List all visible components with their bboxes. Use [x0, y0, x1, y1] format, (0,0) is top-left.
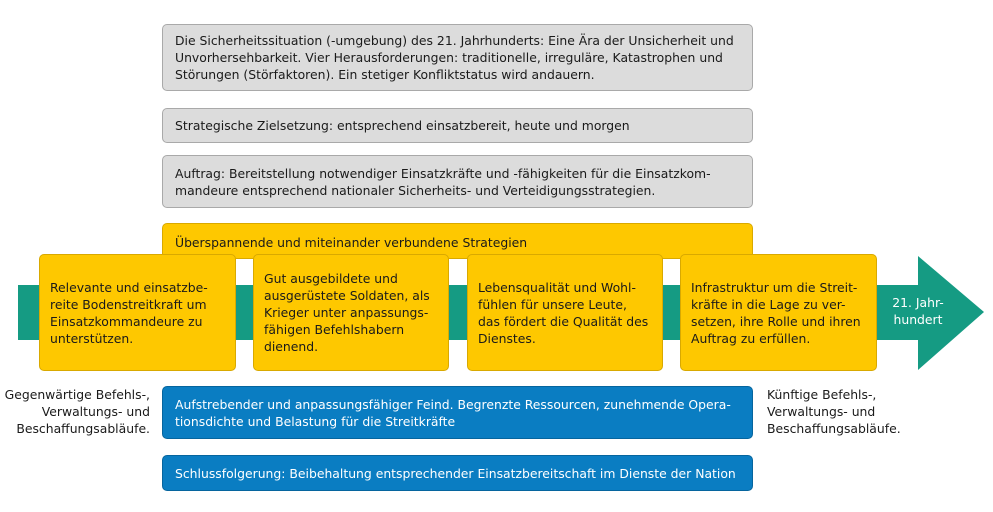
arrow-label: 21. Jahr- hundert [892, 295, 944, 327]
pillar-soldiers [253, 254, 449, 371]
pillar-infrastructure-text: Infrastruktur um die Streit- kräfte in die Lage zu ver- setzen, ihre Rolle und ihren Auftrag zu erfüllen. [691, 279, 861, 346]
pillar-infrastructure [680, 254, 877, 371]
pillar-quality-of-life [467, 254, 663, 371]
conclusion-box [162, 455, 753, 491]
strategies-text: Überspannende und miteinander verbundene Strategien [175, 235, 528, 250]
strategic-goal-box [162, 108, 753, 143]
pillar-soldiers-text: Gut ausgebildete und ausgerüstete Soldaten, als Krieger unter anpassungs- fähigen Befehlshabern dienend. [264, 271, 430, 354]
security-situation-text: Die Sicherheitssituation (-umgebung) des 21. Jahrhunderts: Eine Ära der Unsicherheit und Unvorhersehbarkeit. Vier Herausforderungen: traditionelle, irreguläre, Katastrophen und Störungen (Störfaktoren). Ein stetiger Konfliktstatus wird andauern. [175, 33, 734, 82]
strategic-goal-text: Strategische Zielsetzung: entsprechend einsatzbereit, heute und morgen [175, 118, 630, 133]
enemy-box [162, 386, 753, 439]
pillar-ground-force [39, 254, 236, 371]
security-situation-box [162, 24, 753, 91]
strategies-box [162, 223, 753, 259]
mission-text: Auftrag: Bereitstellung notwendiger Einsatzkräfte und -fähigkeiten für die Einsatzkom- mandeure entsprechend nationaler Sicherheits- und Verteidigungsstrategien. [175, 165, 711, 198]
current-processes-label: Gegenwärtige Befehls-, Verwaltungs- und Beschaffungsabläufe. [4, 387, 150, 436]
mission-box [162, 155, 753, 208]
pillar-quality-of-life-text: Lebensqualität und Wohl- fühlen für unsere Leute, das fördert die Qualität des Dienstes. [478, 279, 649, 346]
pillar-ground-force-text: Relevante und einsatzbe- reite Bodenstreitkraft um Einsatzkommandeure zu unterstützen. [50, 279, 208, 346]
conclusion-text: Schlussfolgerung: Beibehaltung entsprechender Einsatzbereitschaft im Dienste der Nation [175, 465, 736, 481]
future-processes-label: Künftige Befehls-, Verwaltungs- und Beschaffungsabläufe. [767, 387, 901, 436]
enemy-text: Aufstrebender und anpassungsfähiger Feind. Begrenzte Ressourcen, zunehmende Opera- tionsdichte und Belastung für die Streitkräfte [175, 396, 731, 429]
